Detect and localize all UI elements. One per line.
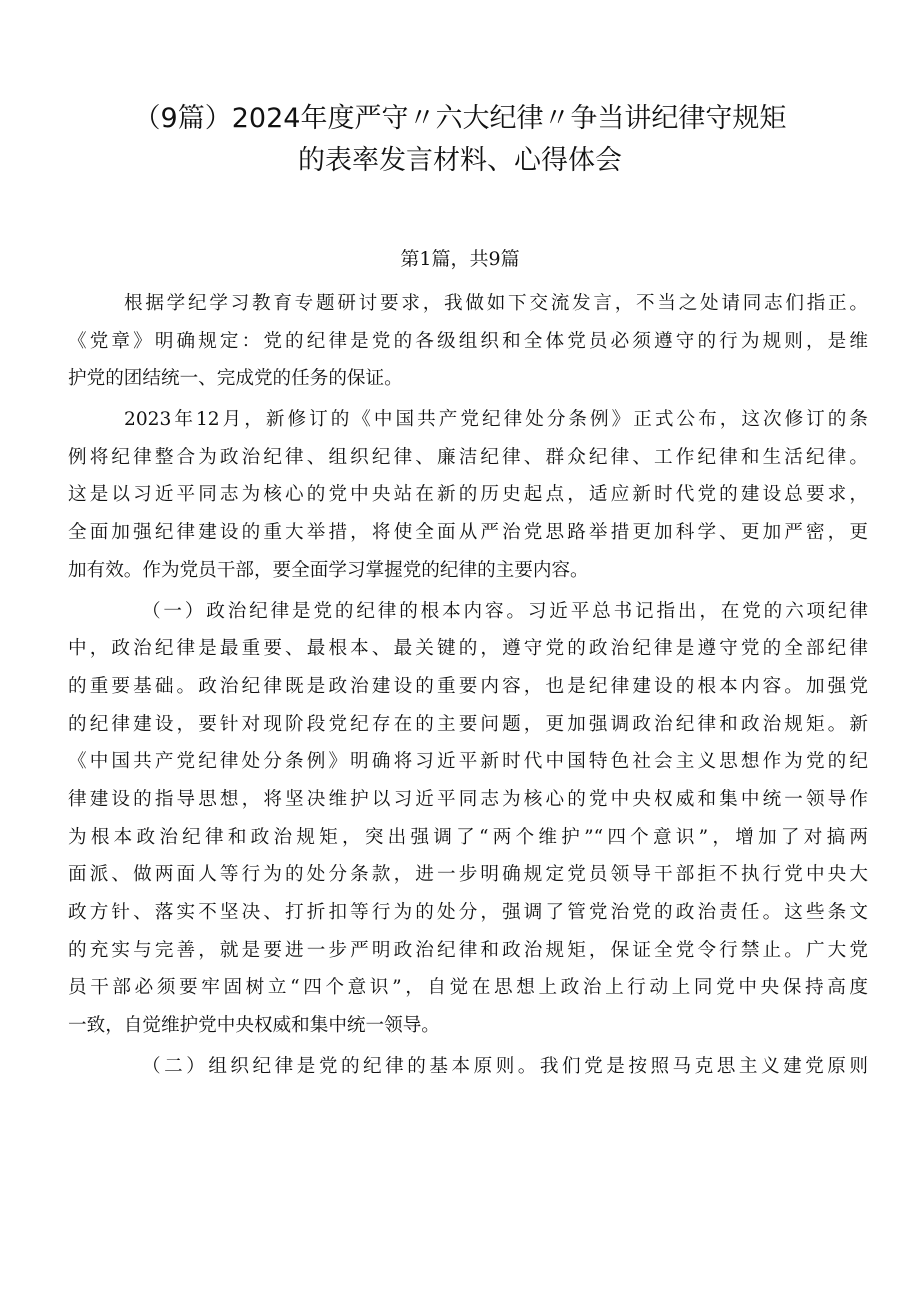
paragraph-4 xyxy=(68,1048,868,1086)
document-title xyxy=(60,98,860,182)
paragraph-2 xyxy=(68,401,868,589)
document-body xyxy=(68,285,868,1085)
paragraph-line: （一）政治纪律是党的纪律的根本内容。习近平总书记指出，在党的六项纪律 xyxy=(142,600,868,622)
paragraph-line: 律建设的指导思想，将坚决维护以习近平同志为核心的党中央权威和集中统一领导作 xyxy=(68,788,868,810)
paragraph-line: 中，政治纪律是最重要、最根本、最关键的，遵守党的政治纪律是遵守党的全部纪律 xyxy=(68,638,868,660)
paragraph-line: 的充实与完善，就是要进一步严明政治纪律和政治规矩，保证全党令行禁止。广大党 xyxy=(68,939,868,961)
title-line-2: 的表率发言材料、心得体会 xyxy=(298,145,622,176)
paragraph-line: 加有效。作为党员干部，要全面学习掌握党的纪律的主要内容。 xyxy=(68,559,589,581)
paragraph-line: 的纪律建设，要针对现阶段党纪存在的主要问题，更加强调政治纪律和政治规矩。新 xyxy=(68,713,868,735)
paragraph-line: 政方针、落实不坚决、打折扣等行为的处分，强调了管党治党的政治责任。这些条文 xyxy=(68,902,868,923)
paragraph-line: 例将纪律整合为政治纪律、组织纪律、廉洁纪律、群众纪律、工作纪律和生活纪律。 xyxy=(68,446,868,468)
part-indicator: 第1篇，共9篇 xyxy=(400,248,520,270)
title-line-1: （9篇）2024年度严守〃六大纪律〃争当讲纪律守规矩 xyxy=(133,103,787,134)
paragraph-line: 为根本政治纪律和政治规矩，突出强调了“两个维护”“四个意识”，增加了对搞两 xyxy=(68,826,868,848)
paragraph-line: 一致，自觉维护党中央权威和集中统一领导。 xyxy=(68,1015,440,1037)
paragraph-3 xyxy=(68,593,868,1045)
paragraph-line: 全面加强纪律建设的重大举措，将使全面从严治党思路举措更加科学、更加严密，更 xyxy=(68,522,868,544)
paragraph-line: 员干部必须要牢固树立“四个意识”，自觉在思想上政治上行动上同党中央保持高度 xyxy=(68,977,868,999)
paragraph-line: （二）组织纪律是党的纪律的基本原则。我们党是按照马克思主义建党原则 xyxy=(142,1055,868,1077)
paragraph-line: 面派、做两面人等行为的处分条款，进一步明确规定党员领导干部拒不执行党中央大 xyxy=(68,864,868,886)
paragraph-line: 护党的团结统一、完成党的任务的保证。 xyxy=(68,368,403,390)
paragraph-line: 《中国共产党纪律处分条例》明确将习近平新时代中国特色社会主义思想作为党的纪 xyxy=(68,751,868,773)
paragraph-line: 根据学纪学习教育专题研讨要求，我做如下交流发言，不当之处请同志们指正。 xyxy=(124,293,868,314)
paragraph-line: 2023年12月，新修订的《中国共产党纪律处分条例》正式公布，这次修订的条 xyxy=(124,409,868,431)
paragraph-line: 的重要基础。政治纪律既是政治建设的重要内容，也是纪律建设的根本内容。加强党 xyxy=(68,675,868,697)
paragraph-line: 《党章》明确规定：党的纪律是党的各级组织和全体党员必须遵守的行为规则，是维 xyxy=(68,330,868,352)
paragraph-1 xyxy=(68,285,868,398)
paragraph-line: 这是以习近平同志为核心的党中央站在新的历史起点，适应新时代党的建设总要求， xyxy=(68,484,868,506)
